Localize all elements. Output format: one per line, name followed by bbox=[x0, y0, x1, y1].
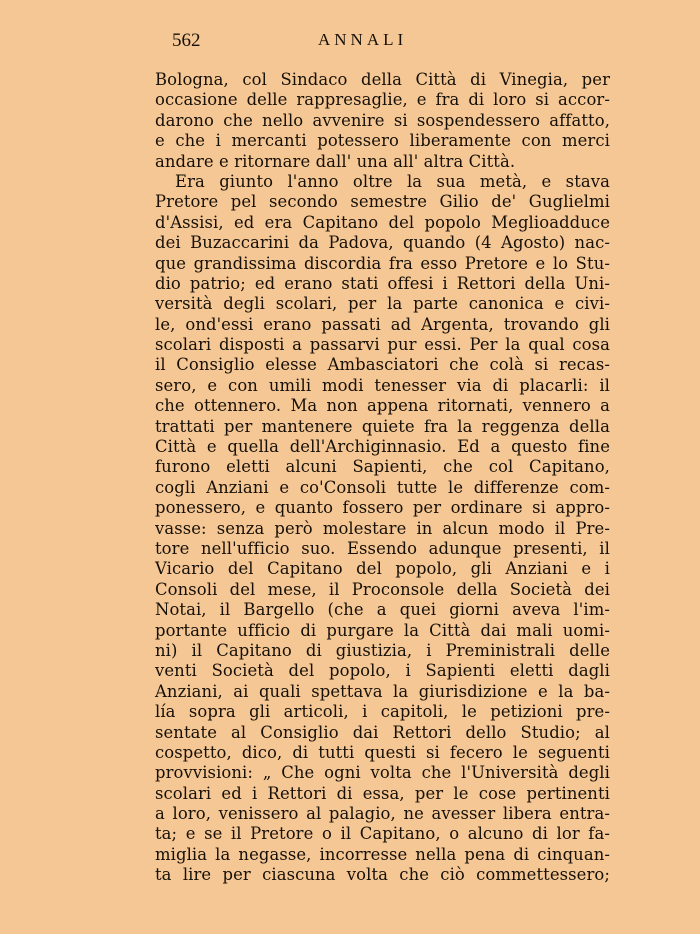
text-line: furono eletti alcuni Sapienti, che col Capitano, bbox=[155, 457, 610, 477]
text-line: Consoli del mese, il Proconsole della Società dei bbox=[155, 579, 610, 599]
text-line: darono che nello avvenire si sospendessero affatto, bbox=[155, 110, 610, 130]
text-line: trattati per mantenere quiete fra la reggenza della bbox=[155, 416, 610, 436]
body-text bbox=[155, 70, 610, 886]
text-line: cospetto, dico, di tutti questi si fecero le seguenti bbox=[155, 742, 610, 762]
page-number: 562 bbox=[172, 30, 201, 51]
text-line: versità degli scolari, per la parte canonica e civi- bbox=[155, 294, 610, 314]
text-line: dio patrio; ed erano stati offesi i Rettori della Uni- bbox=[155, 273, 610, 293]
text-line: cogli Anziani e co'Consoli tutte le differenze com- bbox=[155, 477, 610, 497]
text-line: le, ond'essi erano passati ad Argenta, trovando gli bbox=[155, 314, 610, 334]
text-line: andare e ritornare dall' una all' altra Città. bbox=[155, 151, 516, 171]
text-line: sentate al Consiglio dai Rettori dello Studio; al bbox=[155, 722, 610, 742]
text-line: scolari ed i Rettori di essa, per le cose pertinenti bbox=[155, 783, 610, 803]
text-line: Città e quella dell'Archiginnasio. Ed a questo fine bbox=[155, 437, 610, 457]
text-line: che ottennero. Ma non appena ritornati, vennero a bbox=[155, 396, 610, 416]
text-line: dei Buzaccarini da Padova, quando (4 Agosto) nac- bbox=[155, 233, 610, 253]
text-line: a loro, venissero al palagio, ne avesser libera entra- bbox=[155, 804, 610, 824]
text-line: ta lire per ciascuna volta che ciò commettessero; bbox=[155, 865, 610, 885]
text-line: ta; e se il Pretore o il Capitano, o alcuno di lor fa- bbox=[155, 824, 610, 844]
text-line: venti Società del popolo, i Sapienti eletti dagli bbox=[155, 661, 610, 681]
text-line: miglia la negasse, incorresse nella pena di cinquan- bbox=[155, 844, 610, 864]
text-line: vasse: senza però molestare in alcun modo il Pre- bbox=[155, 518, 610, 538]
text-line: ni) il Capitano di giustizia, i Preministrali delle bbox=[155, 640, 610, 660]
text-line: il Consiglio elesse Ambasciatori che colà si recas- bbox=[155, 355, 610, 375]
text-line: e che i mercanti potessero liberamente con merci bbox=[155, 131, 610, 151]
text-line: tore nell'ufficio suo. Essendo adunque presenti, il bbox=[155, 538, 610, 558]
text-line: Notai, il Bargello (che a quei giorni aveva l'im- bbox=[155, 600, 610, 620]
text-line: scolari disposti a passarvi pur essi. Per la qual cosa bbox=[155, 335, 610, 355]
text-line: Pretore pel secondo semestre Gilio de' Guglielmi bbox=[155, 192, 610, 212]
text-line: provvisioni: „ Che ogni volta che l'Università degli bbox=[155, 763, 610, 783]
page-header bbox=[0, 30, 700, 58]
text-line: occasione delle rappresaglie, e fra di loro si accor- bbox=[155, 90, 610, 110]
text-line: Bologna, col Sindaco della Città di Vinegia, per bbox=[155, 70, 610, 89]
text-line: Vicario del Capitano del popolo, gli Anziani e i bbox=[155, 559, 610, 579]
text-line: que grandissima discordia fra esso Pretore e lo Stu- bbox=[155, 253, 610, 273]
text-line: lía sopra gli articoli, i capitoli, le petizioni pre- bbox=[155, 702, 610, 722]
text-line: sero, e con umili modi tenesser via di placarli: il bbox=[155, 375, 610, 395]
text-line: d'Assisi, ed era Capitano del popolo Meglioadduce bbox=[155, 212, 610, 232]
text-line: portante ufficio di purgare la Città dai mali uomi- bbox=[155, 620, 610, 640]
text-line: ponessero, e quanto fossero per ordinare si appro- bbox=[155, 498, 610, 518]
running-head: ANNALI bbox=[318, 30, 408, 49]
text-line: Anziani, ai quali spettava la giurisdizione e la ba- bbox=[155, 681, 610, 701]
paragraph-start-line: Era giunto l'anno oltre la sua metà, e stava bbox=[175, 171, 610, 191]
